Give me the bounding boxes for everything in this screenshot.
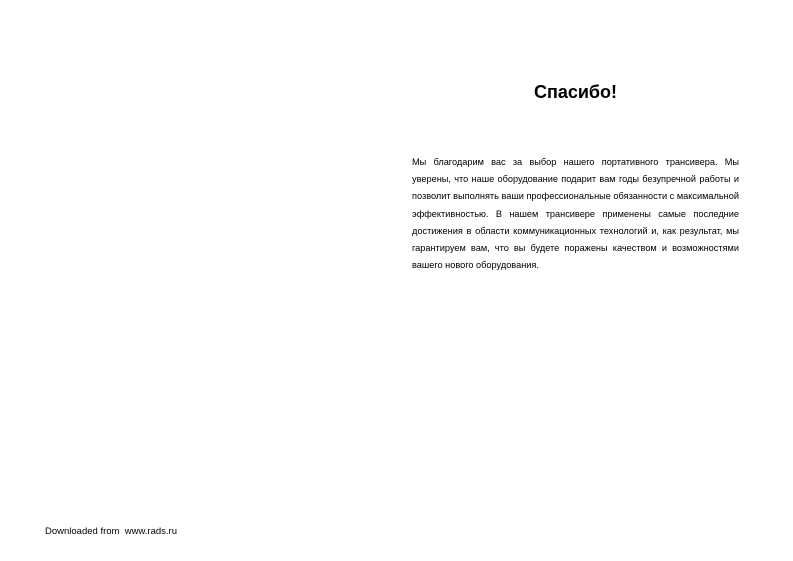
page-title: Спасибо! bbox=[533, 82, 618, 102]
footer-download-note: Downloaded from www.rads.ru bbox=[45, 526, 177, 537]
body-paragraph: Мы благодарим вас за выбор нашего портативного трансивера. Мы уверены, что наше оборудование подарит вам годы безупречной работы и позволит выполнять ваши профессиональные обязанности с максимальной эффективностью. В нашем трансивере применены самые последние достижения в области коммуникационных технологий и, как результат, мы гарантируем вам, что вы будете поражены качеством и возможностями вашего нового оборудования. bbox=[412, 157, 739, 271]
